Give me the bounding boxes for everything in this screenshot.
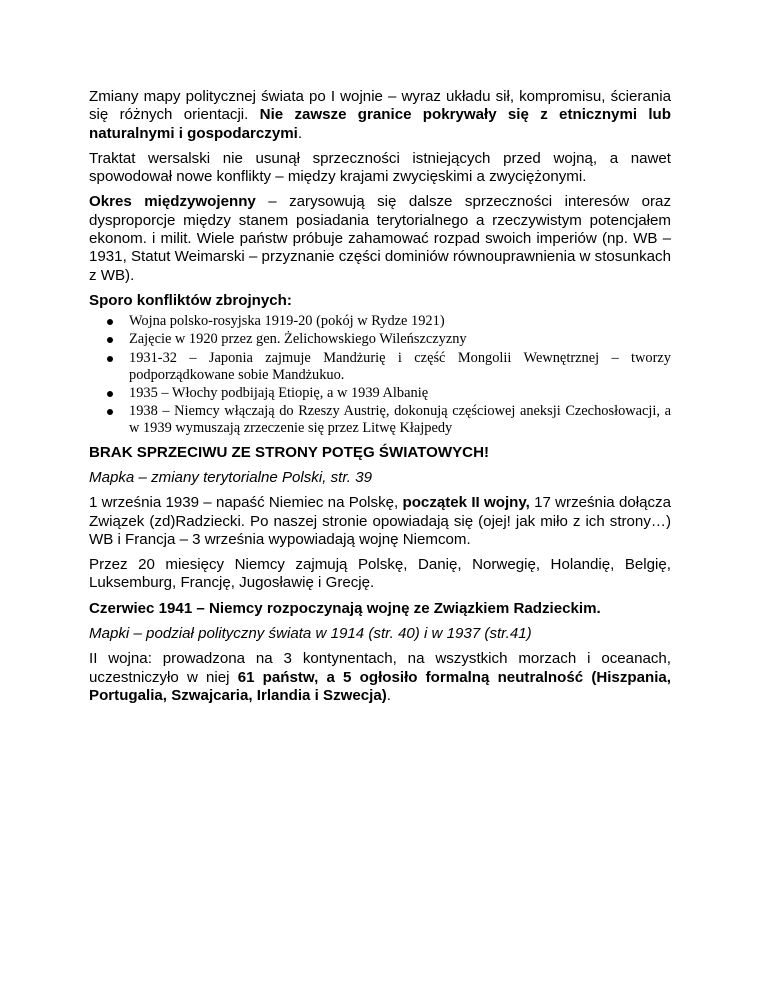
conflicts-list [89, 313, 671, 437]
list-item: 1938 – Niemcy włączają do Rzeszy Austrię, dokonują częściowej aneksji Czechosłowacji, a w 1939 wymuszają zrzeczenie się przez Litwę Kłajpedy [129, 403, 671, 437]
bold-text: 61 państw, a 5 ogłosiło formalną neutralność (Hiszpania, Portugalia, Szwajcaria, Irlandia i Szwecja) [89, 668, 671, 704]
list-item: 1935 – Włochy podbijają Etiopię, a w 1939 Albanię [129, 385, 671, 402]
paragraph-text: – zarysowują się dalsze sprzeczności interesów oraz dysproporcje między stanem posiadania terytorialnego a rzeczywistym potencjałem ekonom. i milit. Wiele państw próbuje zahamować rozpad swoich imperiów (np. WB – 1931, Statut Weimarski – przyznanie części dominiów równouprawnienia w stosunkach z WB). [89, 193, 672, 284]
paragraph-end: . [297, 124, 303, 142]
no-opposition-heading: BRAK SPRZECIWU ZE STRONY POTĘG ŚWIATOWYCH! [89, 443, 489, 461]
bold-text: Okres międzywojenny [89, 193, 256, 211]
bullet-icon [107, 391, 113, 397]
paragraph-war-start: 1 września 1939 – napaść Niemiec na Polskę, początek II wojny, 17 września dołącza Związek (zd)Radziecki. Po naszej stronie opowiadają się (ojej! jak miło z ich strony…) WB i Francja – 3 września wypowiadają wojnę Niemcom. [89, 494, 671, 548]
june-1941-heading: Czerwiec 1941 – Niemcy rozpoczynają wojnę ze Związkiem Radzieckim. [89, 599, 601, 617]
bullet-icon [107, 337, 113, 343]
bullet-icon [107, 356, 113, 362]
bold-text: początek II wojny, [402, 494, 530, 512]
bullet-icon [107, 409, 113, 415]
paragraph-versailles: Traktat wersalski nie usunął sprzeczności istniejących przed wojną, a nawet spowodował nowe konflikty – między krajami zwycięskimi a zwyciężonymi. [89, 149, 671, 186]
map-note-poland: Mapka – zmiany terytorialne Polski, str. 39 [89, 468, 372, 486]
paragraph-map-changes [89, 88, 671, 143]
list-item: Wojna polsko-rosyjska 1919-20 (pokój w Rydze 1921) [129, 313, 671, 330]
paragraph-ww2-summary: II wojna: prowadzona na 3 kontynentach, na wszystkich morzach i oceanach, uczestniczyło w niej 61 państw, a 5 ogłosiło formalną neutralność (Hiszpania, Portugalia, Szwajcaria, Irlandia i Szwecja). [89, 650, 671, 704]
paragraph-occupation: Przez 20 miesięcy Niemcy zajmują Polskę, Danię, Norwegię, Holandię, Belgię, Luksemburg, Francję, Jugosławię i Grecję. [89, 556, 671, 592]
document-page [89, 88, 671, 712]
bullet-icon [107, 319, 113, 325]
list-item: 1931-32 – Japonia zajmuje Mandżurię i część Mongolii Wewnętrznej – tworzy podporządkowane sobie Mandżukuo. [129, 350, 671, 384]
list-item: Zajęcie w 1920 przez gen. Żelichowskiego Wileńszczyzny [129, 331, 671, 348]
map-note-world: Mapki – podział polityczny świata w 1914 (str. 40) i w 1937 (str.41) [89, 625, 532, 643]
bold-text: Nie zawsze granice pokrywały się z etnicznymi lub naturalnymi i gospodarczymi [89, 106, 672, 142]
paragraph-interwar [89, 193, 671, 284]
paragraph-text: Zmiany mapy politycznej świata po I wojnie – wyraz układu sił, kompromisu, ścierania się różnych orientacji. [89, 88, 671, 124]
conflicts-heading: Sporo konfliktów zbrojnych: [89, 291, 292, 309]
